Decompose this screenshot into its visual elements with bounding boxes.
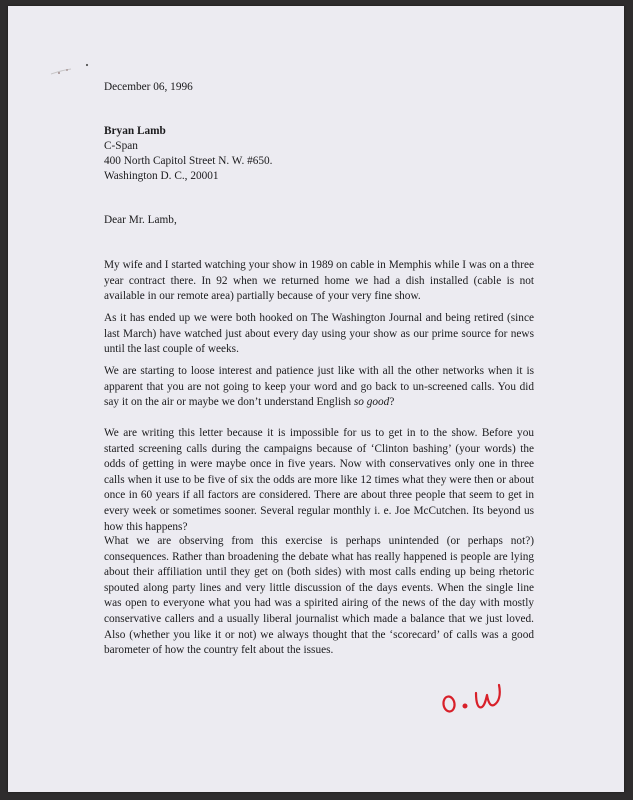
letter-date-block — [104, 80, 534, 95]
paragraph-3-text: We are starting to loose interest and patience just like with all the other networks when it is apparent that you are not going to keep your word and go back to un-screened calls. You did say it on the air or maybe we don’t understand English — [104, 365, 534, 409]
paragraph-5: What we are observing from this exercise is perhaps unintended (or perhaps not?) consequences. Rather than broadening the debate what has really happened is people are lying about their affiliation until they get on (both sides) with most calls ending up being rhetoric spouted along party lines and very little discussion of the days events. When the single line was open to everyone what you had was a spirited airing of the news of the day with mostly conservative callers and a usually liberal journalist which made a balance that we just loved. Also (whether you like it or not) we always thought that the ‘scorecard’ of calls was a good barometer of how the country felt about the issues. — [104, 535, 534, 657]
paragraph-3-emphasis: so good — [353, 396, 390, 409]
paragraph-1: My wife and I started watching your show in 1989 on cable in Memphis while I was on a three year contract there. In 92 when we returned home we had a dish installed (cable is not available in our remote area) partially because of your very fine show. — [104, 259, 534, 303]
recipient-address — [104, 124, 534, 184]
letter-page — [8, 6, 624, 792]
recipient-name: Bryan Lamb — [104, 125, 166, 137]
recipient-org: C-Span — [104, 140, 138, 152]
paragraph-3-tail: ? — [389, 396, 395, 409]
recipient-city: Washington D. C., 20001 — [104, 170, 219, 182]
recipient-street: 400 North Capitol Street N. W. #650. — [104, 155, 273, 167]
paragraph-3 — [104, 364, 534, 411]
scan-speck-mark — [49, 62, 97, 78]
handwritten-initials-ow — [438, 673, 518, 717]
paragraph-4: We are writing this letter because it is impossible for us to get in to the show. Before you started screening calls during the campaigns because of ‘Clinton bashing’ (your words) the odds of getting in were maybe once in five years. Now with conservatives only one in three calls when it use to be five of six the odds are more like 12 times what they were then or about once in 60 years if all factors are considered. There are about three people that seem to get in every week or sometimes sooner. Several regular monthly i. e. Joe McCutchen. Its beyond us how this happens? — [104, 427, 534, 533]
letter-date: December 06, 1996 — [104, 81, 193, 93]
salutation-block — [104, 213, 534, 228]
salutation: Dear Mr. Lamb, — [104, 214, 177, 226]
paragraph-2: As it has ended up we were both hooked on The Washington Journal and being retired (since last March) have watched just about every day using your show as our prime source for news until the last couple of weeks. — [104, 312, 534, 356]
